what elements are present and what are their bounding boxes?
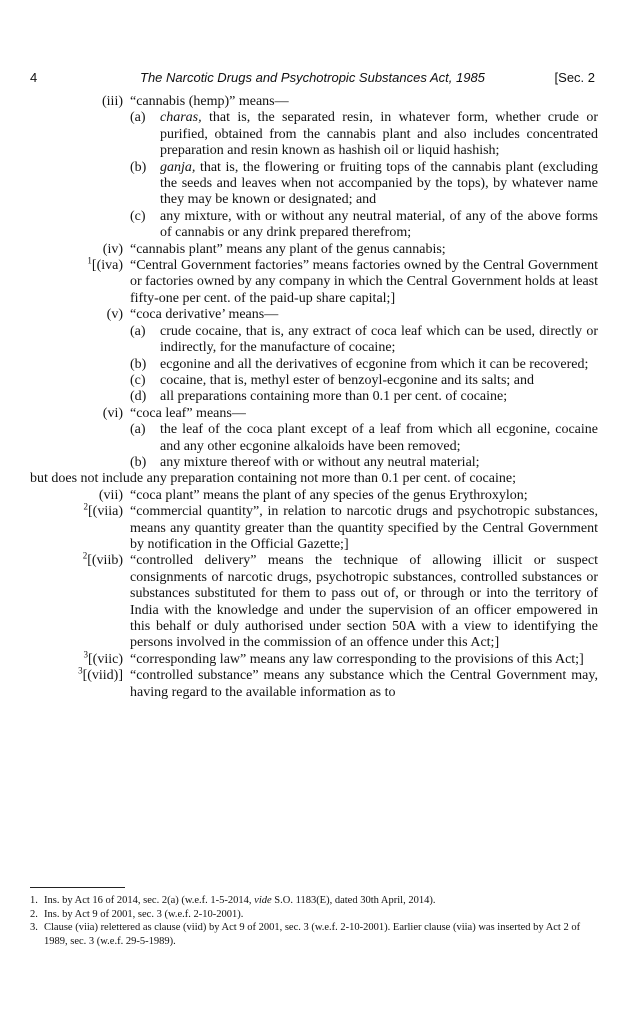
- clause-text: “controlled substance” means any substance which the Central Government may, having regard to the available information as to: [130, 668, 598, 700]
- defined-term: ganja,: [160, 159, 196, 175]
- clause-text: “controlled delivery” means the technique of allowing illicit or suspect consignments of narcotic drugs, psychotropic substances, controlled substances or substances substituted for them to pass out of, or through or into the territory of India with the knowledge and under the supervision of an officer empowered in this behalf or duly authorised under section 50A with a view to identifying the persons involved in the commission of an offence under this Act;]: [130, 553, 598, 651]
- footnote-ref: 2: [83, 501, 89, 512]
- subclause-label: (b): [130, 159, 147, 175]
- clause-text: “coca leaf” means—: [130, 405, 246, 421]
- clause-viib: [82, 550, 598, 651]
- subclause-vi-b: [130, 454, 598, 471]
- subclause-text: that is, the separated resin, in whatever form, whether crude or purified, obtained from the cannabis plant and also includes concentrated preparation and resin known as hashish oil or liquid hashish;: [160, 110, 598, 159]
- act-title: The Narcotic Drugs and Psychotropic Substances Act, 1985: [140, 70, 485, 85]
- footnote-1: [30, 894, 598, 908]
- clause-text: “cannabis plant” means any plant of the genus cannabis;: [130, 241, 446, 257]
- footnote-number: 2.: [30, 908, 38, 920]
- subclause-text: any mixture thereof with or without any neutral material;: [160, 454, 480, 470]
- clause-number: $^2$[(viia): [83, 501, 123, 520]
- footnote-text-tail: S.O. 1183(E), dated 30th April, 2014).: [271, 895, 436, 906]
- page-number: 4: [30, 70, 38, 85]
- clause-text: “corresponding law” means any law corresponding to the provisions of this Act;]: [130, 651, 584, 667]
- subclause-vi-a: [130, 422, 598, 455]
- subclause-v-b: [130, 356, 598, 373]
- clause-number: $^3$[(viic): [83, 649, 123, 667]
- clause-iii: [102, 94, 598, 110]
- subclause-text: crude cocaine, that is, any extract of coca leaf which can be used, directly or indirectly, for the manufacture of cocaine;: [160, 323, 598, 356]
- subclause-text: that is, the flowering or fruiting tops of the cannabis plant (excluding the seeds and leaves when not accompanied by the tops), by whatever name they may be known or designated; and: [160, 159, 598, 208]
- clause-text: “coca plant” means the plant of any species of the genus Erythroxylon;: [130, 487, 528, 503]
- clause-v: [106, 307, 598, 323]
- footnote-ref: 1: [87, 255, 92, 266]
- clause-number: (iii): [102, 94, 123, 109]
- footnote-text: Clause (viia) relettered as clause (viid) by Act 9 of 2001, sec. 3 (w.e.f. 2-10-2001). Earlier clause (viia) was inserted by Act 2 of 1989, sec. 3 (w.e.f. 29-5-1989).: [44, 922, 581, 947]
- clause-iva: [87, 255, 598, 307]
- footnote-3: [30, 921, 598, 948]
- clause-iv: [102, 241, 598, 258]
- clause-viid: [78, 665, 598, 701]
- clause-number: (iv): [102, 241, 123, 257]
- subclause-iii-c: [130, 208, 598, 242]
- subclause-label: (c): [130, 372, 146, 388]
- clause-vi-proviso: but does not include any preparation containing not more than 0.1 per cent. of cocaine;: [30, 471, 516, 487]
- clause-viic: [83, 649, 598, 668]
- section-reference: [Sec. 2: [554, 70, 595, 85]
- subclause-text: all preparations containing more than 0.1 per cent. of cocaine;: [160, 389, 508, 405]
- subclause-v-d: [130, 389, 598, 405]
- clause-number: $^3$[(viid)]: [78, 665, 123, 684]
- subclause-text: the leaf of the coca plant except of a leaf from which all ecgonine, cocaine and any other ecgonine alkaloids have been removed;: [160, 422, 598, 454]
- defined-term: charas,: [160, 110, 202, 126]
- footnote-number: 1.: [30, 895, 38, 906]
- clause-vii: [98, 487, 598, 504]
- subclause-iii-a: [130, 110, 598, 159]
- subclause-label: (b): [130, 356, 147, 372]
- clause-number: (vii): [98, 487, 123, 503]
- subclause-label: (a): [130, 110, 146, 126]
- subclause-text: ecgonine and all the derivatives of ecgonine from which it can be recovered;: [160, 356, 589, 372]
- clause-text: “cannabis (hemp)” means—: [130, 94, 289, 109]
- subclause-label: (a): [130, 323, 146, 339]
- subclause-text: any mixture, with or without any neutral material, of any of the above forms of cannabis or any drink prepared therefrom;: [160, 208, 598, 241]
- clause-text: “coca derivative’ means—: [130, 307, 279, 323]
- footnote-ref: 3: [78, 665, 83, 676]
- subclause-label: (a): [130, 422, 146, 438]
- clause-number: $^1$[(iva): [87, 255, 123, 274]
- footnote-divider: [30, 887, 125, 888]
- footnotes: [30, 887, 598, 948]
- definitions-body: [30, 94, 598, 701]
- clause-vi: [102, 405, 598, 422]
- footnote-ref: 2: [82, 550, 88, 561]
- footnote-emphasis: vide: [254, 895, 272, 906]
- clause-number: (vi): [102, 405, 123, 421]
- clause-number: (v): [106, 307, 123, 323]
- running-header: [30, 70, 595, 88]
- subclause-label: (b): [130, 454, 147, 470]
- footnote-text: Ins. by Act 9 of 2001, sec. 3 (w.e.f. 2-10-2001).: [44, 908, 244, 920]
- footnote-2: [30, 908, 598, 922]
- subclause-v-a: [130, 323, 598, 357]
- subclause-text: cocaine, that is, methyl ester of benzoyl-ecgonine and its salts; and: [160, 372, 534, 388]
- subclause-label: (c): [130, 208, 146, 224]
- subclause-label: (d): [130, 389, 147, 405]
- subclause-iii-b: [130, 159, 598, 209]
- subclause-v-c: [130, 372, 598, 389]
- clause-text: “commercial quantity”, in relation to narcotic drugs and psychotropic substances, means any quantity greater than the quantity specified by the Central Government by notification in the Official Gazette;]: [130, 504, 598, 552]
- clause-number: $^2$[(viib): [82, 550, 123, 569]
- footnote-number: 3.: [30, 922, 38, 933]
- footnote-text: Ins. by Act 16 of 2014, sec. 2(a) (w.e.f. 1-5-2014,: [44, 895, 255, 906]
- clause-viia: [83, 501, 598, 553]
- footnote-ref: 3: [83, 649, 89, 660]
- clause-text: “Central Government factories” means factories owned by the Central Government or factories owned by any company in which the Central Government holds at least fifty-one per cent. of the paid-up share capital;]: [130, 258, 598, 306]
